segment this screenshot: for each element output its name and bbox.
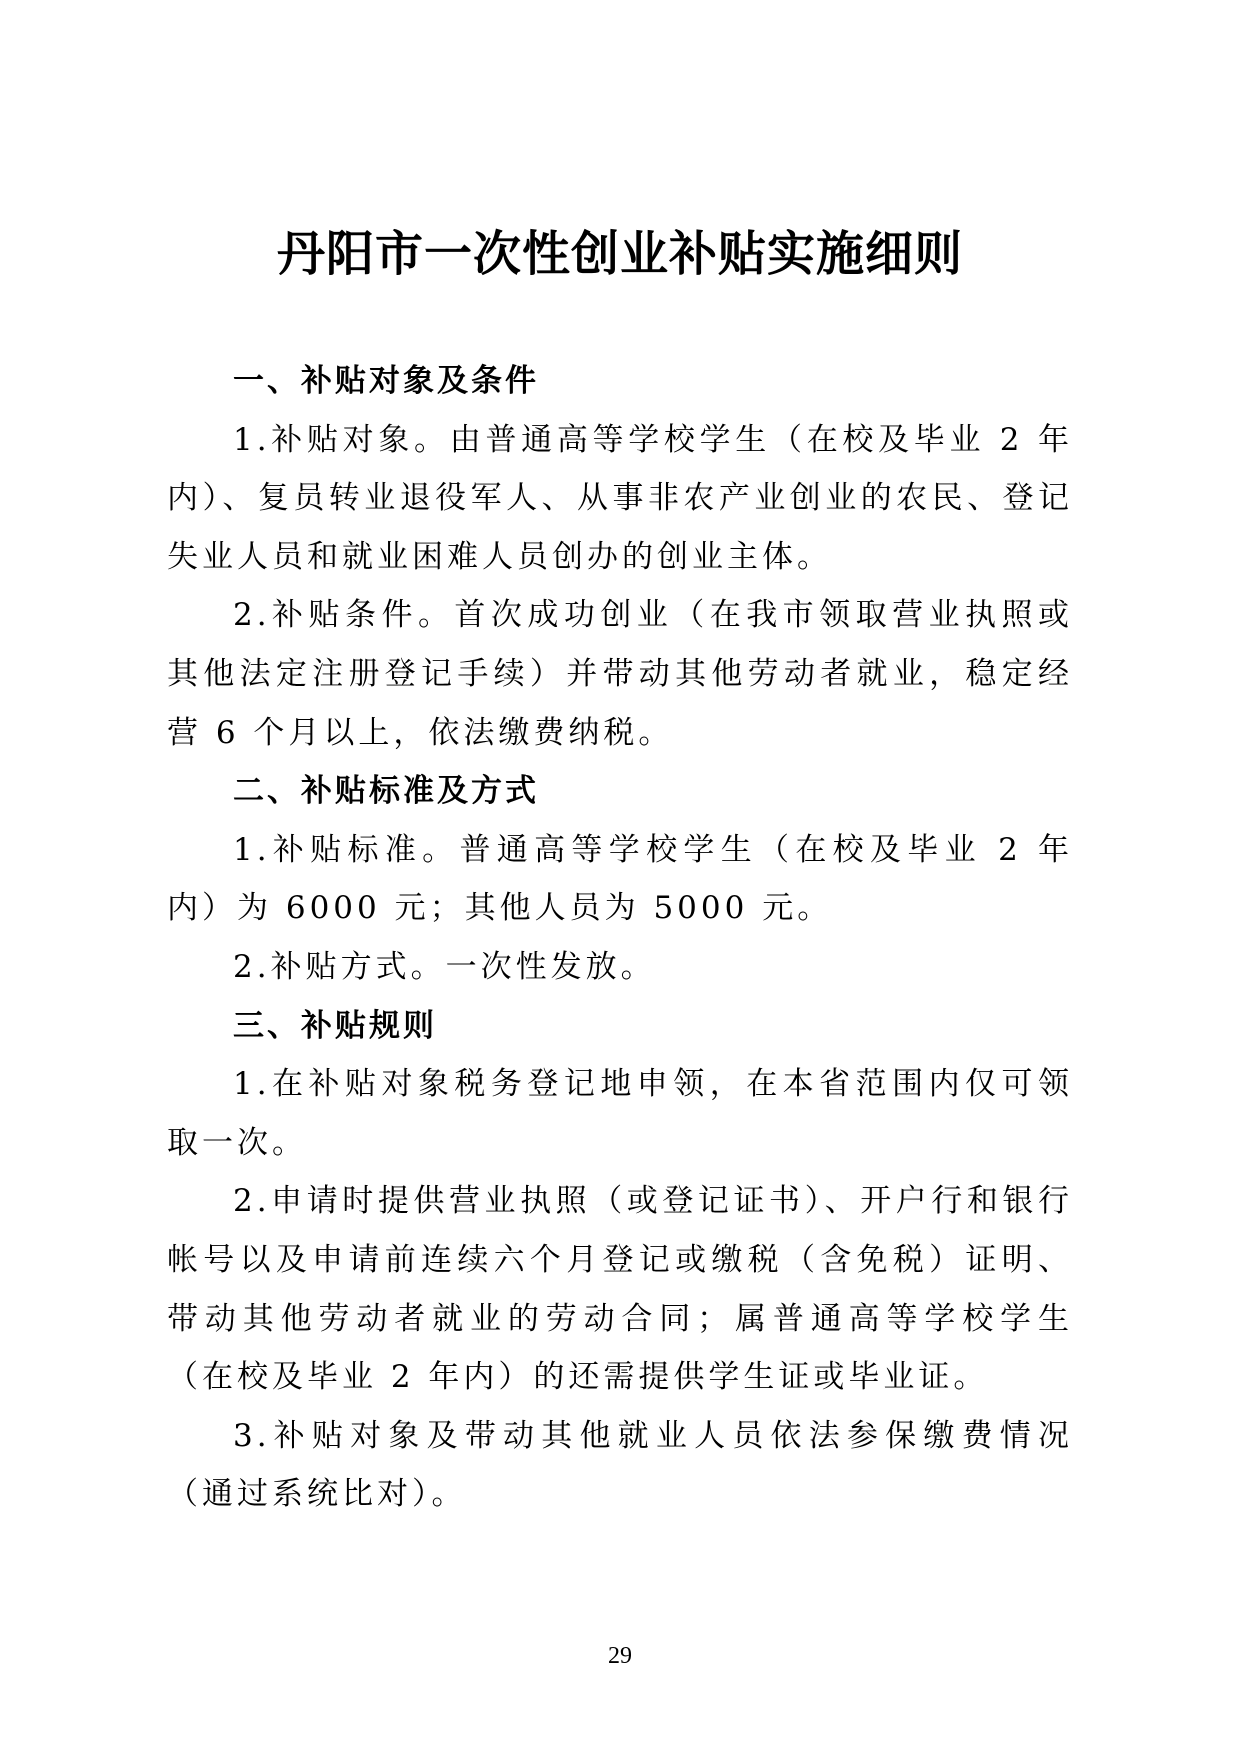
section-1-paragraph-2: 2.补贴条件。首次成功创业（在我市领取营业执照或其他法定注册登记手续）并带动其他劳动者就业，稳定经营 6 个月以上，依法缴费纳税。 [167,597,1073,751]
section-2-paragraph-1: 1.补贴标准。普通高等学校学生（在校及毕业 2 年内）为 6000 元；其他人员为 5000 元。 [167,831,1073,927]
section-2-paragraph-2: 2.补贴方式。一次性发放。 [233,948,656,985]
section-3-paragraph-3: 3.补贴对象及带动其他就业人员依法参保缴费情况（通过系统比对）。 [167,1417,1073,1513]
section-heading-2: 二、补贴标准及方式 [233,773,539,810]
section-heading-1: 一、补贴对象及条件 [233,363,539,399]
section-3-paragraph-2: 2.申请时提供营业执照（或登记证书）、开户行和银行帐号以及申请前连续六个月登记或缴税（含免税）证明、带动其他劳动者就业的劳动合同；属普通高等学校学生（在校及毕业 2 年内）的还需提供学生证或毕业证。 [167,1183,1073,1396]
section-3-paragraph-1: 1.在补贴对象税务登记地申领，在本省范围内仅可领取一次。 [167,1066,1073,1161]
section-1-paragraph-1: 1.补贴对象。由普通高等学校学生（在校及毕业 2 年内）、复员转业退役军人、从事非农产业创业的农民、登记失业人员和就业困难人员创办的创业主体。 [167,421,1073,575]
document-title: 丹阳市一次性创业补贴实施细则 [276,226,963,282]
document-body [167,352,1073,1524]
section-heading-3: 三、补贴规则 [233,1007,437,1044]
page-number: 29 [608,1643,632,1669]
